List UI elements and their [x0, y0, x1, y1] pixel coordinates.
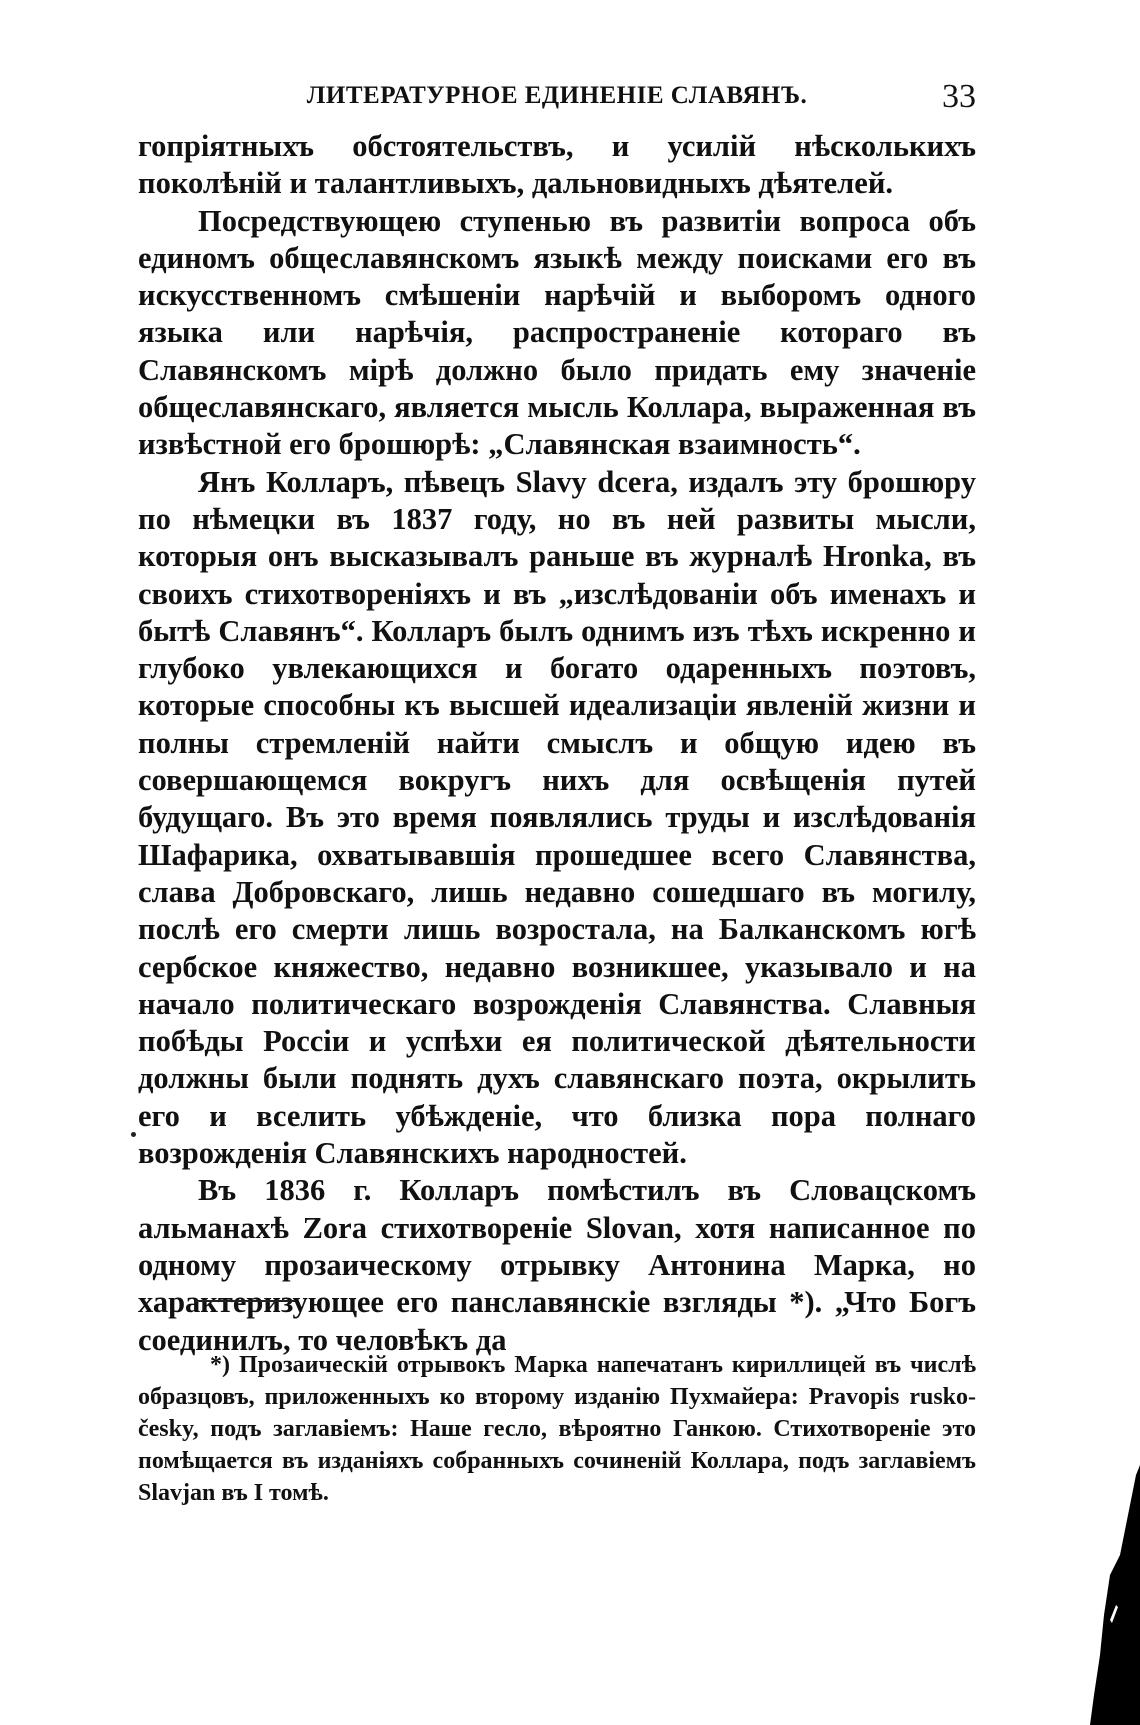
scan-edge-shadow: [1080, 1465, 1140, 1725]
paragraph: Янъ Колларъ, пѣвецъ Slavy dcera, издалъ эту брошюру по нѣмецки въ 1837 году, но въ ней развиты мысли, которыя онъ высказывалъ раньше въ журналѣ Hronka, въ своихъ стихотвореніяхъ и въ „изслѣдованіи объ именахъ и бытѣ Славянъ“. Колларъ былъ однимъ изъ тѣхъ искренно и глубоко увлекающихся и богато одаренныхъ поэтовъ, которые способны къ высшей идеализаціи явленій жизни и полны стремленій найти смыслъ и общую идею въ совершающемся вокругъ нихъ для освѣщенія путей будущаго. Въ это время появлялись труды и изслѣдованія Шафарика, охватывавшія прошедшее всего Славянства, слава Добровскаго, лишь недавно сошедшаго въ могилу, послѣ его смерти лишь возростала, на Балканскомъ югѣ сербское княжество, недавно возникшее, указывало и на начало политическаго возрожденія Славянства. Славныя побѣды Россіи и успѣхи ея политической дѣятельности должны были поднять духъ славянскаго поэта, окрылить его и вселить убѣжденіе, что близка пора полнаго возрожденія Славянскихъ народностей.: [138, 464, 976, 1171]
paragraph: Посредствующею ступенью въ развитіи вопроса объ единомъ общеславянскомъ языкѣ между поисками его въ искусственномъ смѣшеніи нарѣчій и выборомъ одного языка или нарѣчія, распространеніе котораго въ Славянскомъ мірѣ должно было придать ему значеніе общеславянскаго, является мысль Коллара, выраженная въ извѣстной его брошюрѣ: „Славянская взаимность“.: [138, 203, 976, 462]
running-title: ЛИТЕРАТУРНОЕ ЕДИНЕНІЕ СЛАВЯНЪ.: [306, 82, 808, 109]
paragraph: Въ 1836 г. Колларъ помѣстилъ въ Словацскомъ альманахѣ Zora стихотвореніе Slovan, хотя написанное по одному прозаическому отрывку Антонина Марка, но характеризующее его панславянскіе взгляды *). „Что Богъ соединилъ, то человѣкъ да: [138, 1173, 976, 1357]
footnote: *) Прозаическій отрывокъ Марка напечатанъ кириллицей въ числѣ образцовъ, приложенныхъ ко второму изданію Пухмайера: Pravopis rusko-česky, подъ заглавіемъ: Наше гесло, вѣроятно Ганкою. Стихотвореніе это помѣщается въ изданіяхъ собранныхъ сочиненій Коллара, подъ заглавіемъ Slavjan въ I томѣ.: [138, 1352, 976, 1506]
page-number: 33: [942, 78, 976, 115]
page-header: [138, 78, 976, 118]
footnote-separator: [195, 1300, 295, 1302]
body-text: [138, 128, 976, 1359]
print-speck: [131, 1132, 136, 1137]
paragraph-continuation: гопріятныхъ обстоятельствъ, и усилій нѣсколькихъ поколѣній и талантливыхъ, дальновидныхъ дѣятелей.: [138, 129, 976, 201]
